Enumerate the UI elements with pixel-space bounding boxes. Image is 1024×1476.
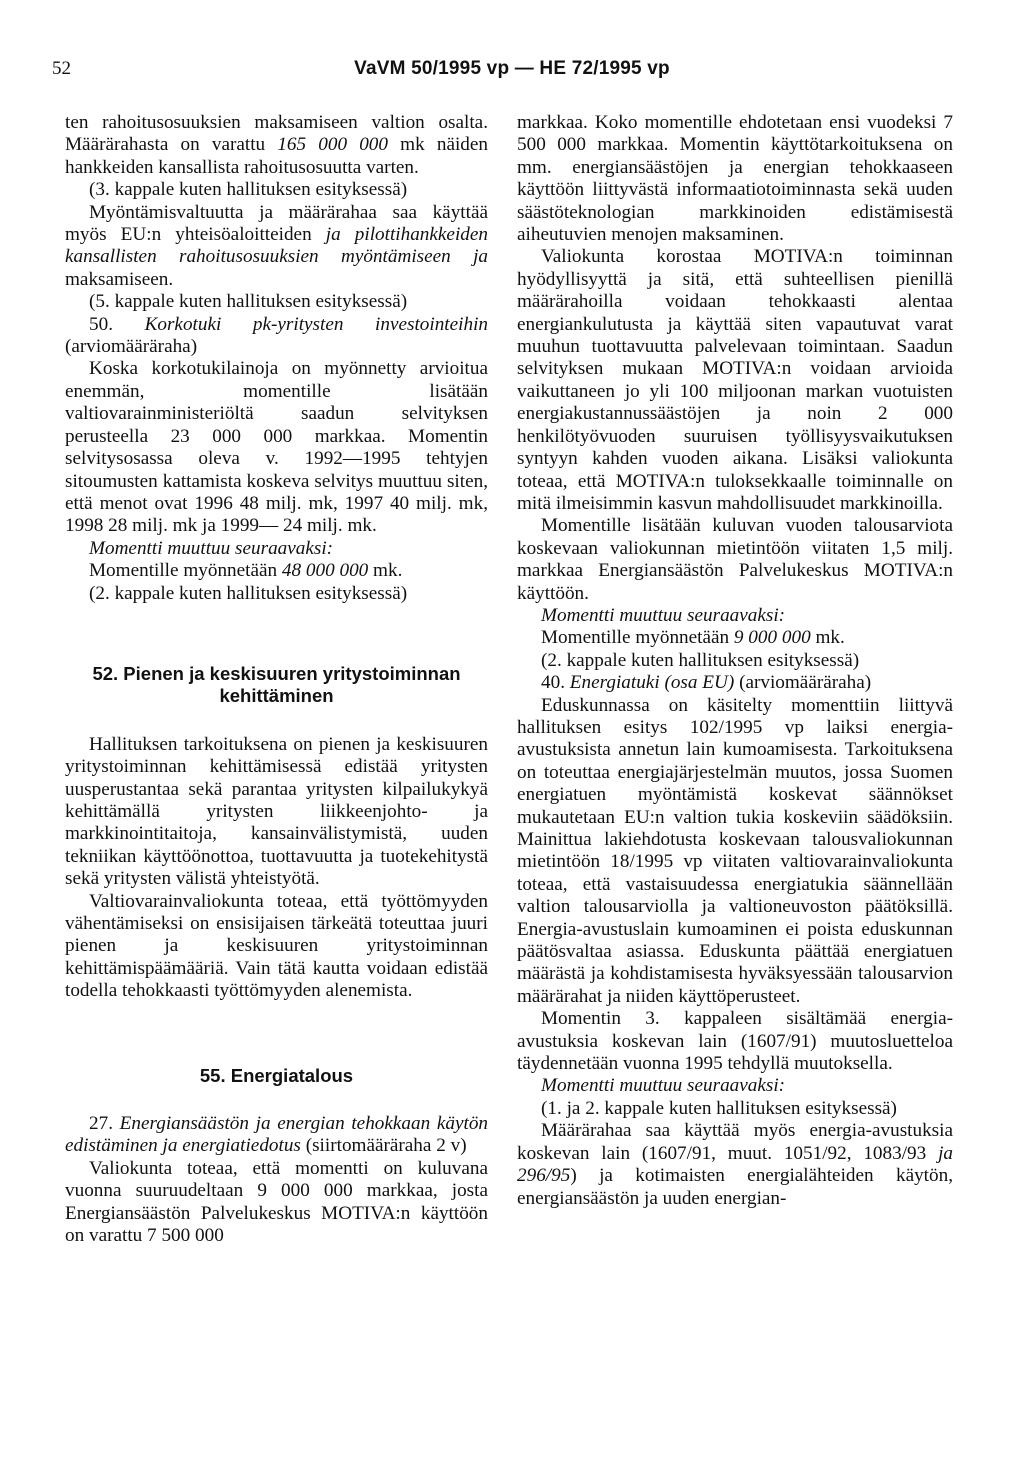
paragraph: Määrärahaa saa käyttää myös energia-avustuksia koskevan lain (1607/91, muut. 1051/92, 1083/93 ja 296/95) ja kotimaisten energialähteiden käytön, energiansäästön ja uuden energian- — [517, 1120, 953, 1209]
paragraph: Eduskunnassa on käsitelty momenttiin liittyvä hallituksen esitys 102/1995 vp laiksi energia-avustuksista annetun lain kumoamisesta. Tarkoituksena on toteuttaa energiajärjestelmän muutos, jossa Suomen energiatuen myöntämistä koskevat säännökset mukautetaan EU:n valtion tukia koskeviin säädöksiin. Mainittua lakiehdotusta koskevaan talousvaliokunnan mietintöön 18/1995 vp viitaten valtiovarainvaliokunta toteaa, että vastaisuudessa energiatukia säännellään valtion talousarviolla ja valtioneuvoston päätöksillä. Energia-avustuslain kumoaminen ei poista eduskunnan päätösvaltaa asiassa. Eduskunta päättää energiatuen määrästä ja kohdistamisesta hyväksyessään talousarvion määrärahat ja niiden käyttöperusteet. — [517, 694, 953, 1007]
section-heading: 52. Pienen ja keskisuuren yritystoiminnan kehittäminen — [92, 662, 461, 707]
paragraph: (5. kappale kuten hallituksen esityksessä) — [89, 291, 408, 313]
paragraph: Momentin 3. kappaleen sisältämää energia-avustuksia koskevan lain (1607/91) muutosluetteloa täydennetään vuonna 1995 tehdyllä muutoksella. — [517, 1008, 953, 1075]
paragraph: (2. kappale kuten hallituksen esityksessä) — [89, 582, 408, 604]
paragraph: Myöntämisvaltuutta ja määrärahaa saa käyttää myös EU:n yhteisöaloitteiden ja pilottihankkeiden kansallisten rahoitusosuuksien myöntämiseen ja maksamiseen. — [65, 201, 488, 290]
paragraph: Momentille myönnetään 9 000 000 mk. — [541, 627, 845, 649]
paragraph: Momentti muuttuu seuraavaksi: — [541, 604, 786, 626]
paragraph: ten rahoitusosuuksien maksamiseen valtion osalta. Määrärahasta on varattu 165 000 000 mk näiden hankkeiden kansallista rahoitusosuutta varten. — [65, 112, 489, 178]
paragraph: Momentti muuttuu seuraavaksi: — [541, 1075, 786, 1097]
paragraph: Valiokunta korostaa MOTIVA:n toiminnan hyödyllisyyttä ja sitä, että suhteellisen pienillä määrärahoilla voidaan tehokkaasti alentaa energiankulutusta ja käyttää siten vapautuvat varat muuhun tuottavuutta palvelevaan toimintaan. Saadun selvityksen mukaan MOTIVA:n voidaan arvioida vaikuttaneen jo yli 100 miljoonan markan vuotuisten energiakustannussäästöjen ja noin 2 000 henkilötyövuoden suuruisen työllisyysvaikutuksen syntyyn kahden vuoden aikana. Lisäksi valiokunta toteaa, että MOTIVA:n tuloksekkaalle toiminnalle on mitä ilmeisimmin kasvun mahdollisuudet markkinoilla. — [517, 246, 953, 514]
page-number: 52 — [52, 58, 71, 79]
paragraph: (1. ja 2. kappale kuten hallituksen esityksessä) — [541, 1097, 897, 1119]
paragraph: Momentti muuttuu seuraavaksi: — [89, 537, 334, 559]
paragraph: Momentille lisätään kuluvan vuoden talousarviota koskevaan valiokunnan mietintöön viitaten 1,5 milj. markkaa Energiansäästön Palvelukeskus MOTIVA:n käyttöön. — [517, 515, 953, 604]
paragraph: Koska korkotukilainoja on myönnetty arvioitua enemmän, momentille lisätään valtiovarainministeriöltä saadun selvityksen perusteella 23 000 000 markkaa. Momentin selvitysosassa oleva v. 1992—1995 tehtyjen sitoumusten kattamista koskeva selvitys muuttuu siten, että menot ovat 1996 48 milj. mk, 1997 40 milj. mk, 1998 28 milj. mk ja 1999— 24 milj. mk. — [65, 358, 488, 537]
running-title: VaVM 50/1995 vp — HE 72/1995 vp — [354, 58, 670, 79]
section-heading: 55. Energiatalous — [199, 1064, 354, 1086]
paragraph: Valiokunta toteaa, että momentti on kuluvana vuonna suuruudeltaan 9 000 000 markkaa, josta Energiansäästön Palvelukeskus MOTIVA:n käyttöön on varattu 7 500 000 — [65, 1157, 488, 1247]
item-heading: 40. Energiatuki (osa EU) (arviomääräraha) — [541, 672, 872, 694]
right-column — [517, 112, 953, 1210]
left-column — [65, 112, 488, 1247]
paragraph: (3. kappale kuten hallituksen esityksessä) — [89, 179, 408, 201]
paragraph: Momentille myönnetään 48 000 000 mk. — [89, 560, 403, 582]
item-heading: 50. Korkotuki pk-yritysten investointeihin (arviomääräraha) — [65, 313, 488, 358]
paragraph: Hallituksen tarkoituksena on pienen ja keskisuuren yritystoiminnan kehittämisessä edistää yritysten uusperustantaa sekä parantaa yritysten kilpailukykyä kehittämällä yritysten liikkeenjohto- ja markkinointitaitoja, kansainvälistymistä, uuden tekniikan käyttöönottoa, tuottavuutta ja tuotekehitystä sekä yritysten välistä yhteistyötä. — [65, 733, 488, 890]
paragraph: (2. kappale kuten hallituksen esityksessä) — [541, 649, 860, 671]
item-heading: 27. Energiansäästön ja energian tehokkaan käytön edistäminen ja energiatiedotus (siirtomääräraha 2 v) — [65, 1113, 489, 1157]
paragraph: markkaa. Koko momentille ehdotetaan ensi vuodeksi 7 500 000 markkaa. Momentin käyttötarkoituksena on mm. energiansäästöjen ja energian tehokkaaseen käyttöön liittyvästä informaatiotoiminnasta sekä uuden säästöteknologian markkinoiden edistämisestä aiheutuvien menojen maksaminen. — [517, 112, 953, 246]
paragraph: Valtiovarainvaliokunta toteaa, että työttömyyden vähentämiseksi on ensisijaisen tärkeätä toteuttaa juuri pienen ja keskisuuren yritystoiminnan kehittämispäämääriä. Vain tätä kautta voidaan edistää todella tehokkaasti työttömyyden alenemista. — [65, 890, 488, 1002]
